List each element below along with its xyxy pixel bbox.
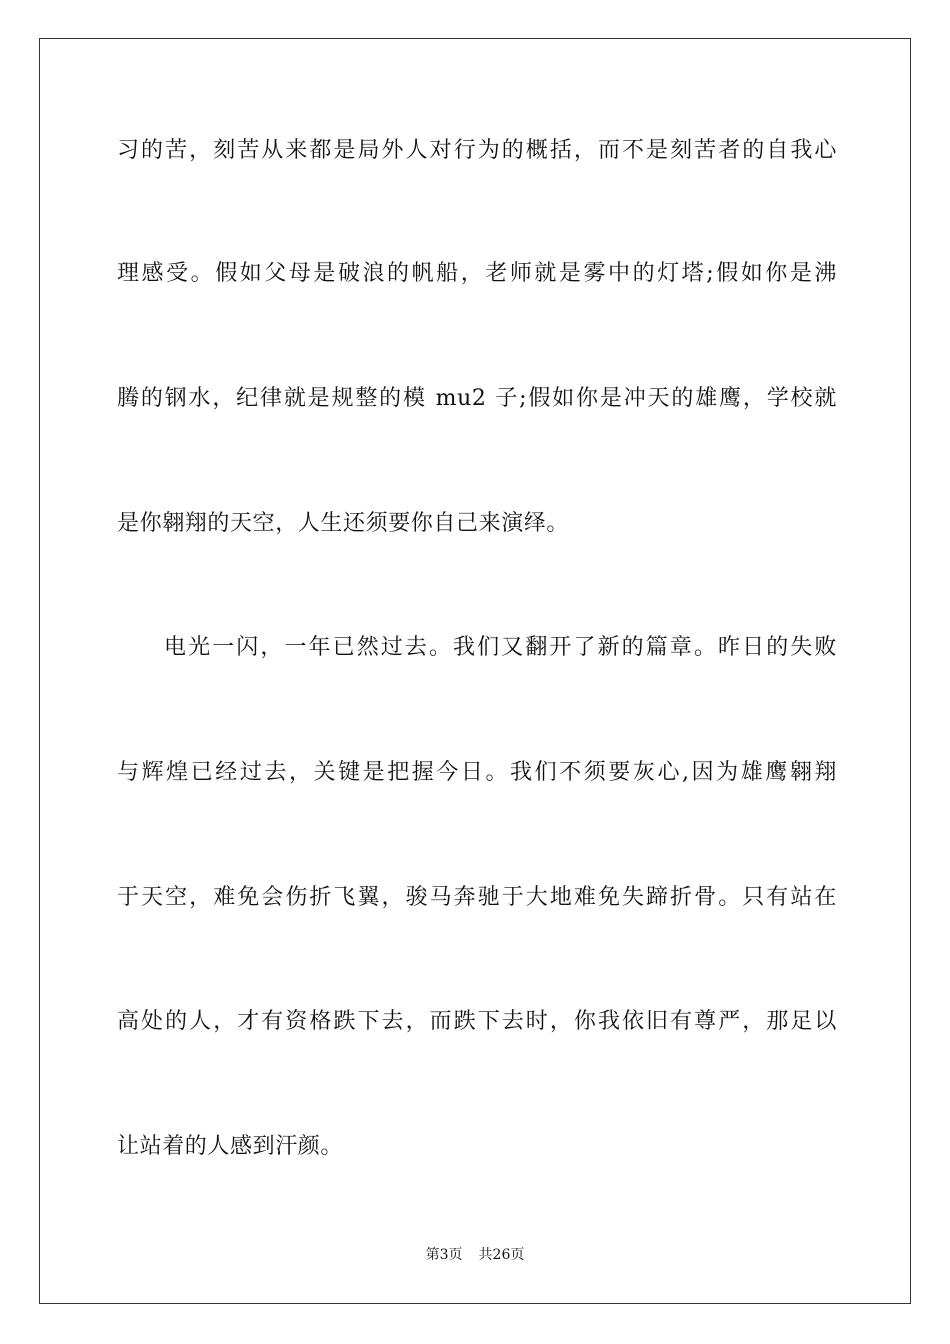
page-border bbox=[39, 38, 911, 1304]
page-number-current: 第3页 bbox=[425, 1247, 463, 1263]
body-line-9: 让站着的人感到汗颜。 bbox=[117, 1134, 344, 1159]
body-line-4: 是你翱翔的天空，人生还须要你自己来演绎。 bbox=[117, 511, 570, 536]
page-footer bbox=[0, 1246, 950, 1264]
body-line-3: 腾的钢水，纪律就是规整的模 mu2 子;假如你是冲天的雄鹰，学校就 bbox=[117, 386, 837, 411]
body-line-7: 于天空，难免会伤折飞翼，骏马奔驰于大地难免失蹄折骨。只有站在 bbox=[117, 885, 837, 910]
body-line-8: 高处的人，才有资格跌下去，而跌下去时，你我依旧有尊严，那足以 bbox=[117, 1009, 837, 1034]
body-line-1: 习的苦，刻苦从来都是局外人对行为的概括，而不是刻苦者的自我心 bbox=[117, 138, 837, 163]
body-line-2: 理感受。假如父母是破浪的帆船，老师就是雾中的灯塔;假如你是沸 bbox=[117, 261, 837, 286]
page-number-total: 共26页 bbox=[478, 1247, 525, 1263]
body-line-5: 电光一闪，一年已然过去。我们又翻开了新的篇章。昨日的失败 bbox=[164, 635, 837, 660]
body-line-6: 与辉煌已经过去，关键是把握今日。我们不须要灰心,因为雄鹰翱翔 bbox=[117, 760, 837, 785]
